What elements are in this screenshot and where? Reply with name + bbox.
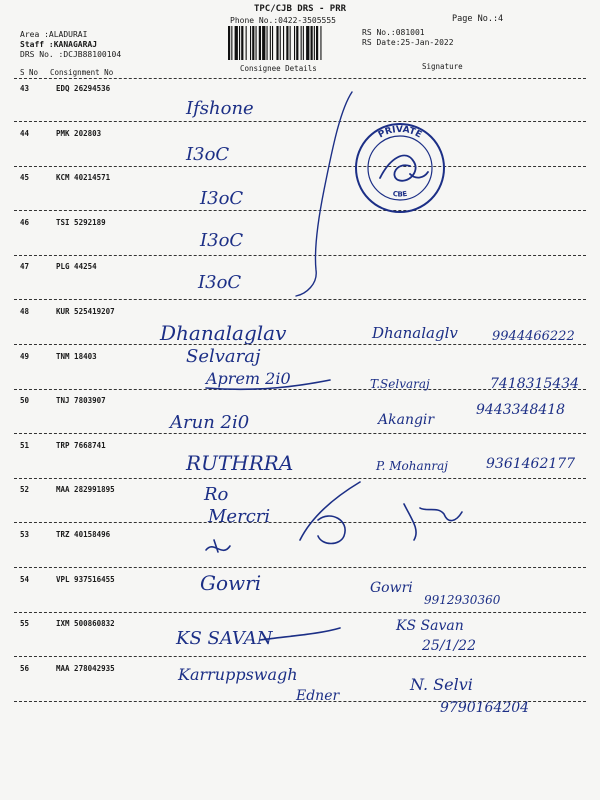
- handwriting-r48-signature: Dhanalaglv: [372, 324, 458, 342]
- column-header-consignee: Consignee Details: [240, 64, 317, 73]
- row-sno: 48: [20, 307, 30, 316]
- handwriting-r54-name: Gowri: [200, 571, 262, 595]
- rs-number: RS No.:081001: [362, 28, 425, 37]
- handwriting-r54-phone: 9912930360: [424, 593, 501, 607]
- handwriting-r55-name: KS SAVAN: [176, 628, 273, 649]
- handwriting-r55-signature: KS Savan: [396, 618, 464, 634]
- handwritten-scrawl-r52-sig: [404, 504, 462, 540]
- handwriting-r47: I3oC: [198, 272, 242, 293]
- row-sno: 53: [20, 530, 30, 539]
- row-consignment-no: TNM 18403: [56, 351, 97, 361]
- row-consignment-no: IXM 500860832: [56, 619, 115, 629]
- handwriting-r49-name2: Aprem 2i0: [206, 369, 291, 388]
- row-sno: 44: [20, 128, 30, 138]
- stamp-text-bottom: CBE: [392, 189, 408, 199]
- handwriting-r56-name2: Edner: [296, 688, 340, 704]
- handwriting-r48-phone: 9944466222: [492, 329, 575, 344]
- rs-date: RS Date:25-Jan-2022: [362, 38, 454, 47]
- sheet-title: TPC/CJB DRS - PRR: [253, 4, 347, 14]
- handwriting-r44: I3oC: [186, 144, 230, 165]
- handwriting-r48-name: Dhanalaglav: [160, 321, 287, 345]
- row-consignment-no: PMK 202803: [56, 128, 102, 138]
- handwriting-r56-name: Karruppswagh: [178, 665, 298, 684]
- row-consignment-no: MAA 278042935: [56, 663, 115, 673]
- row-consignment-no: PLG 44254: [56, 262, 97, 272]
- row-sno: 46: [20, 217, 30, 227]
- column-header-signature: Signature: [422, 62, 463, 71]
- column-header-sno: S No: [20, 68, 39, 77]
- handwriting-r49-signature: T.Selvaraj: [370, 377, 430, 391]
- row-sno: 51: [20, 440, 30, 450]
- row-sno: 55: [20, 619, 30, 629]
- handwriting-r50-phone: 9443348418: [476, 402, 566, 418]
- handwritten-bracket-line: [296, 92, 352, 296]
- handwriting-r43: Ifshone: [186, 98, 254, 119]
- handwriting-r53-name: Mercri: [208, 506, 271, 527]
- drs-number: DRS No. :DCJB88100104: [20, 50, 122, 59]
- row-consignment-no: TRP 7668741: [56, 440, 106, 450]
- stamp-signature-scrawl: [380, 155, 428, 180]
- handwriting-r51-signature: P. Mohanraj: [376, 459, 449, 473]
- row-consignment-no: EDQ 26294536: [56, 84, 111, 93]
- handwriting-r50-signature: Akangir: [378, 412, 435, 428]
- row-consignment-no: KCM 40214571: [56, 173, 111, 183]
- svg-text:CBE: [392, 190, 408, 199]
- handwriting-r46: I3oC: [200, 230, 244, 251]
- row-consignment-no: TSI 5292189: [56, 217, 106, 227]
- handwriting-r49-phone: 7418315434: [490, 376, 580, 392]
- stamp-text-top: PRIVATE: [376, 124, 424, 141]
- column-header-consignment: Consignment No: [50, 68, 114, 77]
- company-stamp-seal: [350, 118, 450, 218]
- row-sno: 43: [20, 84, 30, 93]
- row-sno: 45: [20, 173, 30, 183]
- staff-field: Staff :KANAGARAJ: [20, 40, 98, 49]
- handwriting-r54-signature: Gowri: [370, 580, 413, 596]
- row-consignment-no: KUR 525419207: [56, 307, 115, 316]
- handwritten-mark-r53: [206, 540, 230, 552]
- handwriting-r55-date: 25/1/22: [422, 638, 476, 654]
- page-number: Page No.:4: [452, 14, 504, 24]
- handwriting-r49-name: Selvaraj: [186, 346, 261, 367]
- handwriting-r50-name: Arun 2i0: [170, 412, 250, 433]
- area-field: Area :ALADURAI: [20, 30, 88, 39]
- row-sno: 52: [20, 485, 30, 495]
- row-sno: 47: [20, 262, 30, 272]
- row-sno: 49: [20, 351, 30, 361]
- row-consignment-no: TRZ 40158496: [56, 530, 111, 539]
- handwriting-r52-name: Ro: [204, 484, 229, 505]
- handwriting-r45: I3oC: [200, 188, 244, 209]
- row-consignment-no: MAA 282991895: [56, 485, 115, 495]
- handwriting-r56-signature: N. Selvi: [410, 675, 473, 694]
- row-consignment-no: TNJ 7803907: [56, 396, 106, 406]
- handwriting-r51-phone: 9361462177: [486, 456, 576, 472]
- row-sno: 56: [20, 663, 30, 673]
- phone-number: Phone No.:0422-3505555: [230, 16, 336, 25]
- row-sno: 50: [20, 396, 30, 406]
- handwriting-r51-name: RUTHRRA: [186, 451, 294, 475]
- row-consignment-no: VPL 937516455: [56, 574, 115, 584]
- handwriting-r56-phone: 9790164204: [440, 700, 530, 716]
- row-sno: 54: [20, 574, 30, 584]
- handwritten-scrawl-r52: [300, 482, 360, 544]
